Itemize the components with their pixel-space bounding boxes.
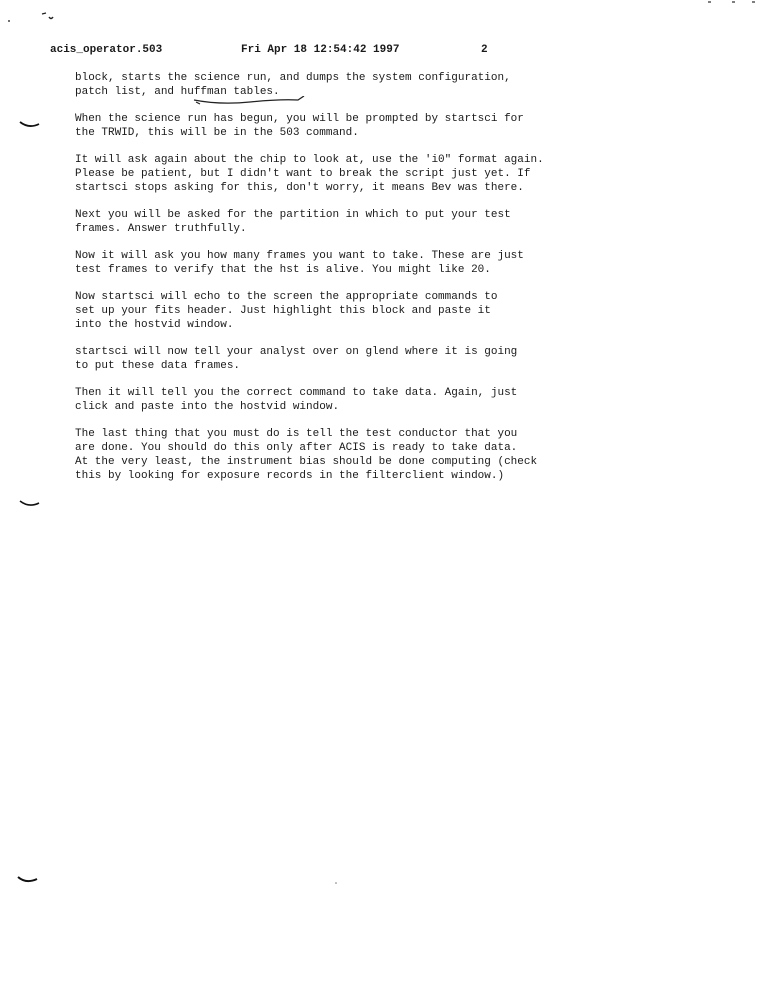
paragraph-3: It will ask again about the chip to look at, use the 'i0" format again. Please be patient, but I didn't want to break the script just yet. If startsci stops asking for this, don't worry, it means Bev was there. — [75, 154, 544, 194]
header-filename: acis_operator.503 — [50, 44, 163, 56]
punch-hole-mark-3 — [16, 874, 40, 886]
scan-dots-top-right — [700, 0, 764, 6]
paragraph-8: Then it will tell you the correct command to take data. Again, just click and paste into the hostvid window. — [75, 386, 518, 413]
punch-hole-mark-2 — [18, 498, 42, 510]
header-date: Fri Apr 18 12:54:42 1997 — [241, 44, 400, 56]
scan-speck — [334, 881, 338, 885]
scan-mark-top-edge — [6, 18, 12, 24]
paragraph-2: When the science run has begun, you will be prompted by startsci for the TRWID, this will be in the 503 command. — [75, 113, 524, 139]
handwritten-underline — [190, 96, 310, 110]
paragraph-1: block, starts the science run, and dumps the system configuration, patch list, and huffman tables. — [75, 72, 511, 98]
paragraph-6: Now startsci will echo to the screen the appropriate commands to set up your fits header. Just highlight this block and paste it into the hostvid window. — [75, 290, 498, 331]
document-body — [75, 72, 635, 497]
paragraph-5: Now it will ask you how many frames you want to take. These are just test frames to verify that the hst is alive. You might like 20. — [75, 249, 524, 276]
header-page-number: 2 — [481, 44, 488, 56]
punch-hole-mark-1 — [18, 118, 42, 130]
scan-mark-top-left — [36, 8, 60, 24]
paragraph-9: The last thing that you must do is tell the test conductor that you are done. You should do this only after ACIS is ready to take data. At the very least, the instrument bias should be done computing (check this by looking for exposure records in the filterclient window.) — [75, 427, 538, 482]
paragraph-7: startsci will now tell your analyst over on glend where it is going to put these data frames. — [75, 345, 518, 372]
paragraph-4: Next you will be asked for the partition in which to put your test frames. Answer truthfully. — [75, 208, 511, 235]
